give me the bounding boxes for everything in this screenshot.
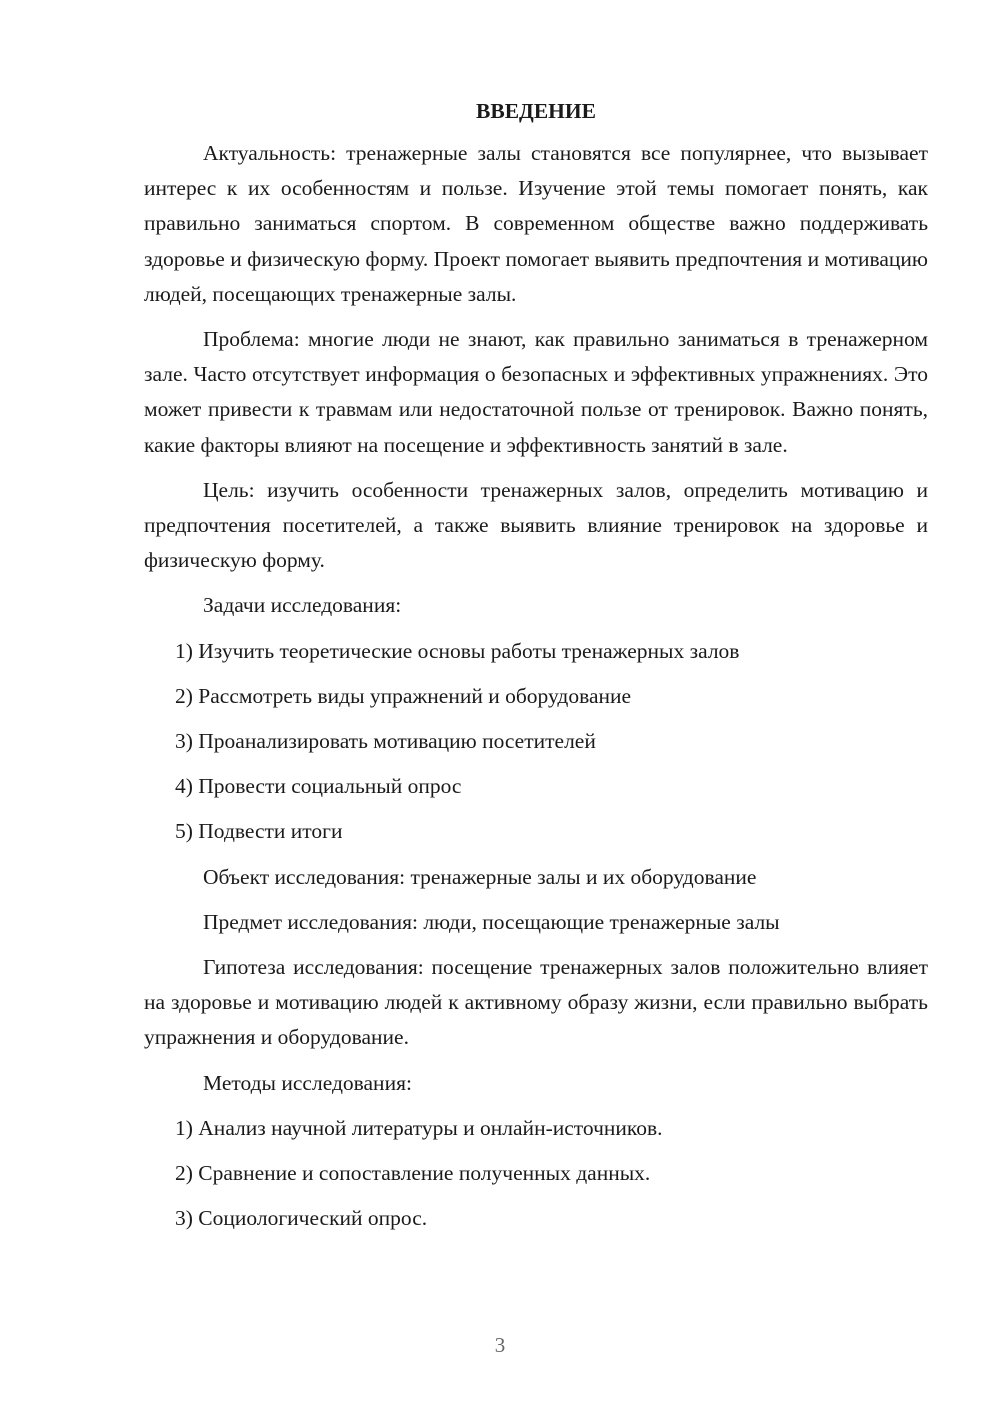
task-item: 1) Изучить теоретические основы работы тренажерных залов: [175, 638, 740, 663]
problem-paragraph: Проблема: многие люди не знают, как правильно заниматься в тренажерном зале. Часто отсутствует информация о безопасных и эффективных упражнениях. Это может привести к травмам или недостаточной пользе от тренировок. Важно понять, какие факторы влияют на посещение и эффективность занятий в зале.: [144, 327, 928, 457]
hypothesis-paragraph: Гипотеза исследования: посещение тренажерных залов положительно влияет на здоровье и мотивацию людей к активному образу жизни, если правильно выбрать упражнения и оборудование.: [144, 955, 928, 1050]
goal-paragraph: Цель: изучить особенности тренажерных залов, определить мотивацию и предпочтения посетителей, а также выявить влияние тренировок на здоровье и физическую форму.: [144, 477, 928, 573]
document-body: [144, 96, 928, 1246]
relevance-paragraph: Актуальность: тренажерные залы становятся все популярнее, что вызывает интерес к их особенностям и пользе. Изучение этой темы помогает понять, как правильно заниматься спортом. В современном обществе важно поддерживать здоровье и физическую форму. Проект помогает выявить предпочтения и мотивацию людей, посещающих тренажерные залы.: [144, 141, 928, 306]
method-item: 2) Сравнение и сопоставление полученных данных.: [175, 1161, 651, 1186]
methods-list: [144, 1111, 928, 1237]
task-item: 5) Подвести итоги: [175, 819, 343, 844]
task-item: 4) Провести социальный опрос: [175, 774, 462, 799]
methods-heading: Методы исследования:: [203, 1070, 412, 1095]
research-object: Объект исследования: тренажерные залы и их оборудование: [203, 864, 757, 889]
section-title: ВВЕДЕНИЕ: [476, 99, 596, 123]
research-subject: Предмет исследования: люди, посещающие тренажерные залы: [203, 909, 780, 934]
method-item: 3) Социологический опрос.: [175, 1206, 428, 1231]
page-number: 3: [494, 1333, 506, 1357]
tasks-heading: Задачи исследования:: [203, 593, 402, 618]
task-item: 3) Проанализировать мотивацию посетителей: [175, 729, 596, 754]
tasks-list: [144, 634, 928, 850]
task-item: 2) Рассмотреть виды упражнений и оборудование: [175, 683, 632, 708]
method-item: 1) Анализ научной литературы и онлайн-источников.: [175, 1115, 663, 1140]
